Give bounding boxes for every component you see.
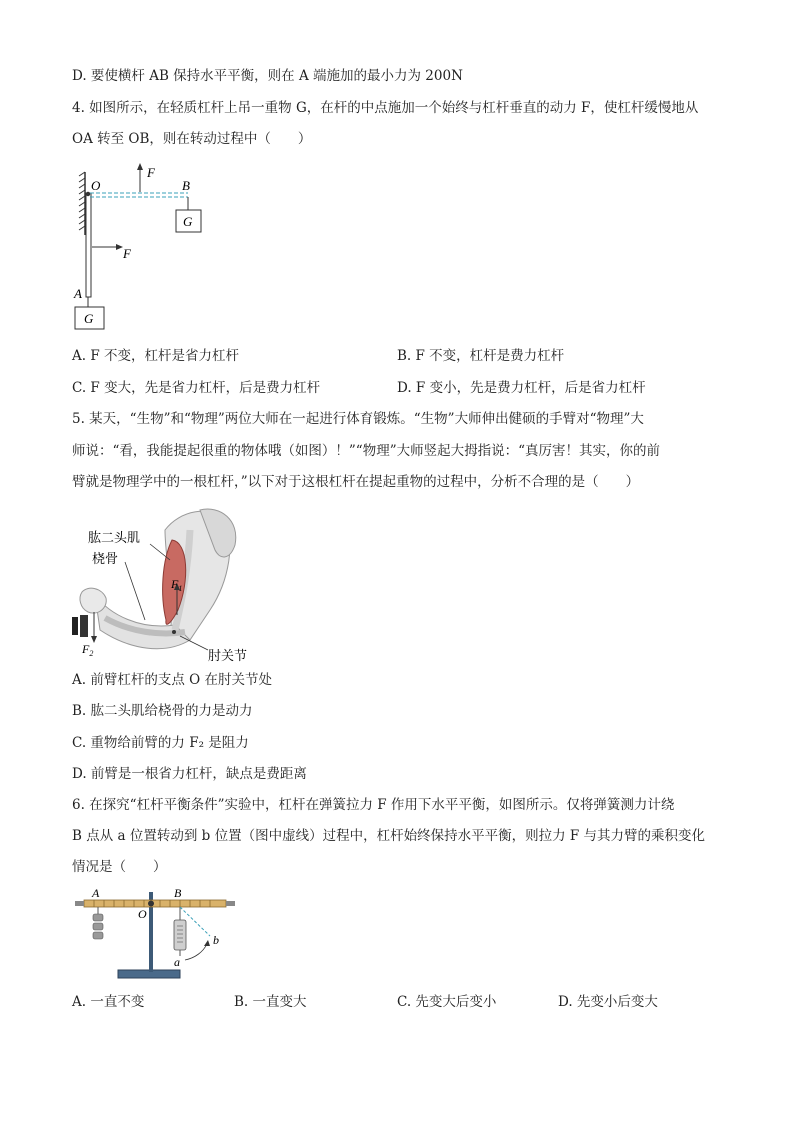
q3-option-d: D. 要使横杆 AB 保持水平平衡，则在 A 端施加的最小力为 200N (72, 68, 463, 84)
q6-option-a: A. 一直不变 (72, 994, 145, 1010)
q6-stem-line2: B 点从 a 位置转动到 b 位置（图中虚线）过程中，杠杆始终保持水平平衡，则拉力 F 与其力臂的乘积变化 (72, 828, 706, 844)
q4-lever-figure (70, 160, 220, 335)
label-a: A (92, 886, 100, 900)
label-f-side: F (123, 246, 131, 261)
q4-option-a: A. F 不变，杠杆是省力杠杆 (72, 348, 239, 364)
label-f2: $F_2$ (82, 642, 94, 658)
q6-stem-line3: 情况是（ ） (72, 859, 167, 875)
spring-scale (174, 920, 186, 950)
q5-option-b: B. 肱二头肌给桡骨的力是动力 (72, 703, 253, 719)
q4-stem-line1: 4. 如图所示，在轻质杠杆上吊一重物 G，在杆的中点施加一个始终与杠杆垂直的动力 F，使杠杆缓慢地从 (72, 100, 699, 116)
label-b: B (174, 886, 182, 900)
label-g-bottom: G (84, 311, 94, 326)
label-o: O (138, 907, 147, 921)
q5-option-c: C. 重物给前臂的力 F₂ 是阻力 (72, 735, 249, 751)
q4-option-b: B. F 不变，杠杆是费力杠杆 (397, 348, 565, 364)
q6-lever-figure (70, 884, 240, 984)
q5-stem-line3: 臂就是物理学中的一根杠杆，”以下对于这根杠杆在提起重物的过程中，分析不合理的是（ ） (72, 474, 640, 490)
label-a: A (74, 286, 82, 301)
label-pos-a: a (174, 955, 180, 969)
q6-option-c: C. 先变大后变小 (397, 994, 497, 1010)
q6-option-d: D. 先变小后变大 (558, 994, 658, 1010)
label-b: B (182, 178, 190, 193)
q5-option-a: A. 前臂杠杆的支点 O 在肘关节处 (72, 672, 272, 688)
q6-option-b: B. 一直变大 (234, 994, 307, 1010)
lever-bar (84, 900, 226, 907)
q4-option-c: C. F 变大，先是省力杠杆，后是费力杠杆 (72, 380, 321, 396)
label-biceps: 肱二头肌 (88, 530, 141, 545)
label-pos-b: b (213, 933, 219, 947)
label-o: O (91, 178, 101, 193)
label-radius: 桡骨 (92, 551, 119, 566)
label-elbow: 肘关节 (208, 648, 248, 663)
q6-stem-line1: 6. 在探究“杠杆平衡条件”实验中，杠杆在弹簧拉力 F 作用下水平平衡，如图所示。仅将弹簧测力计绕 (72, 797, 675, 813)
lever-oa (86, 193, 91, 297)
q5-arm-figure (70, 500, 260, 665)
q4-option-d: D. F 变小，先是费力杠杆，后是省力杠杆 (397, 380, 646, 396)
label-f1: $F_1$ (171, 577, 183, 593)
q5-stem-line2: 师说：“看，我能提起很重的物体哦（如图）！”“物理”大师竖起大拇指说：“真厉害！其实，你的前 (72, 443, 661, 459)
q5-option-d: D. 前臂是一根省力杠杆，缺点是费距离 (72, 766, 307, 782)
q4-stem-line2: OA 转至 OB，则在转动过程中（ ） (72, 131, 312, 147)
label-g-top: G (183, 214, 193, 229)
q5-stem-line1: 5. 某天，“生物”和“物理”两位大师在一起进行体育锻炼。“生物”大师伸出健硕的手臂对“物理”大 (72, 411, 644, 427)
label-f-top: F (147, 165, 155, 180)
